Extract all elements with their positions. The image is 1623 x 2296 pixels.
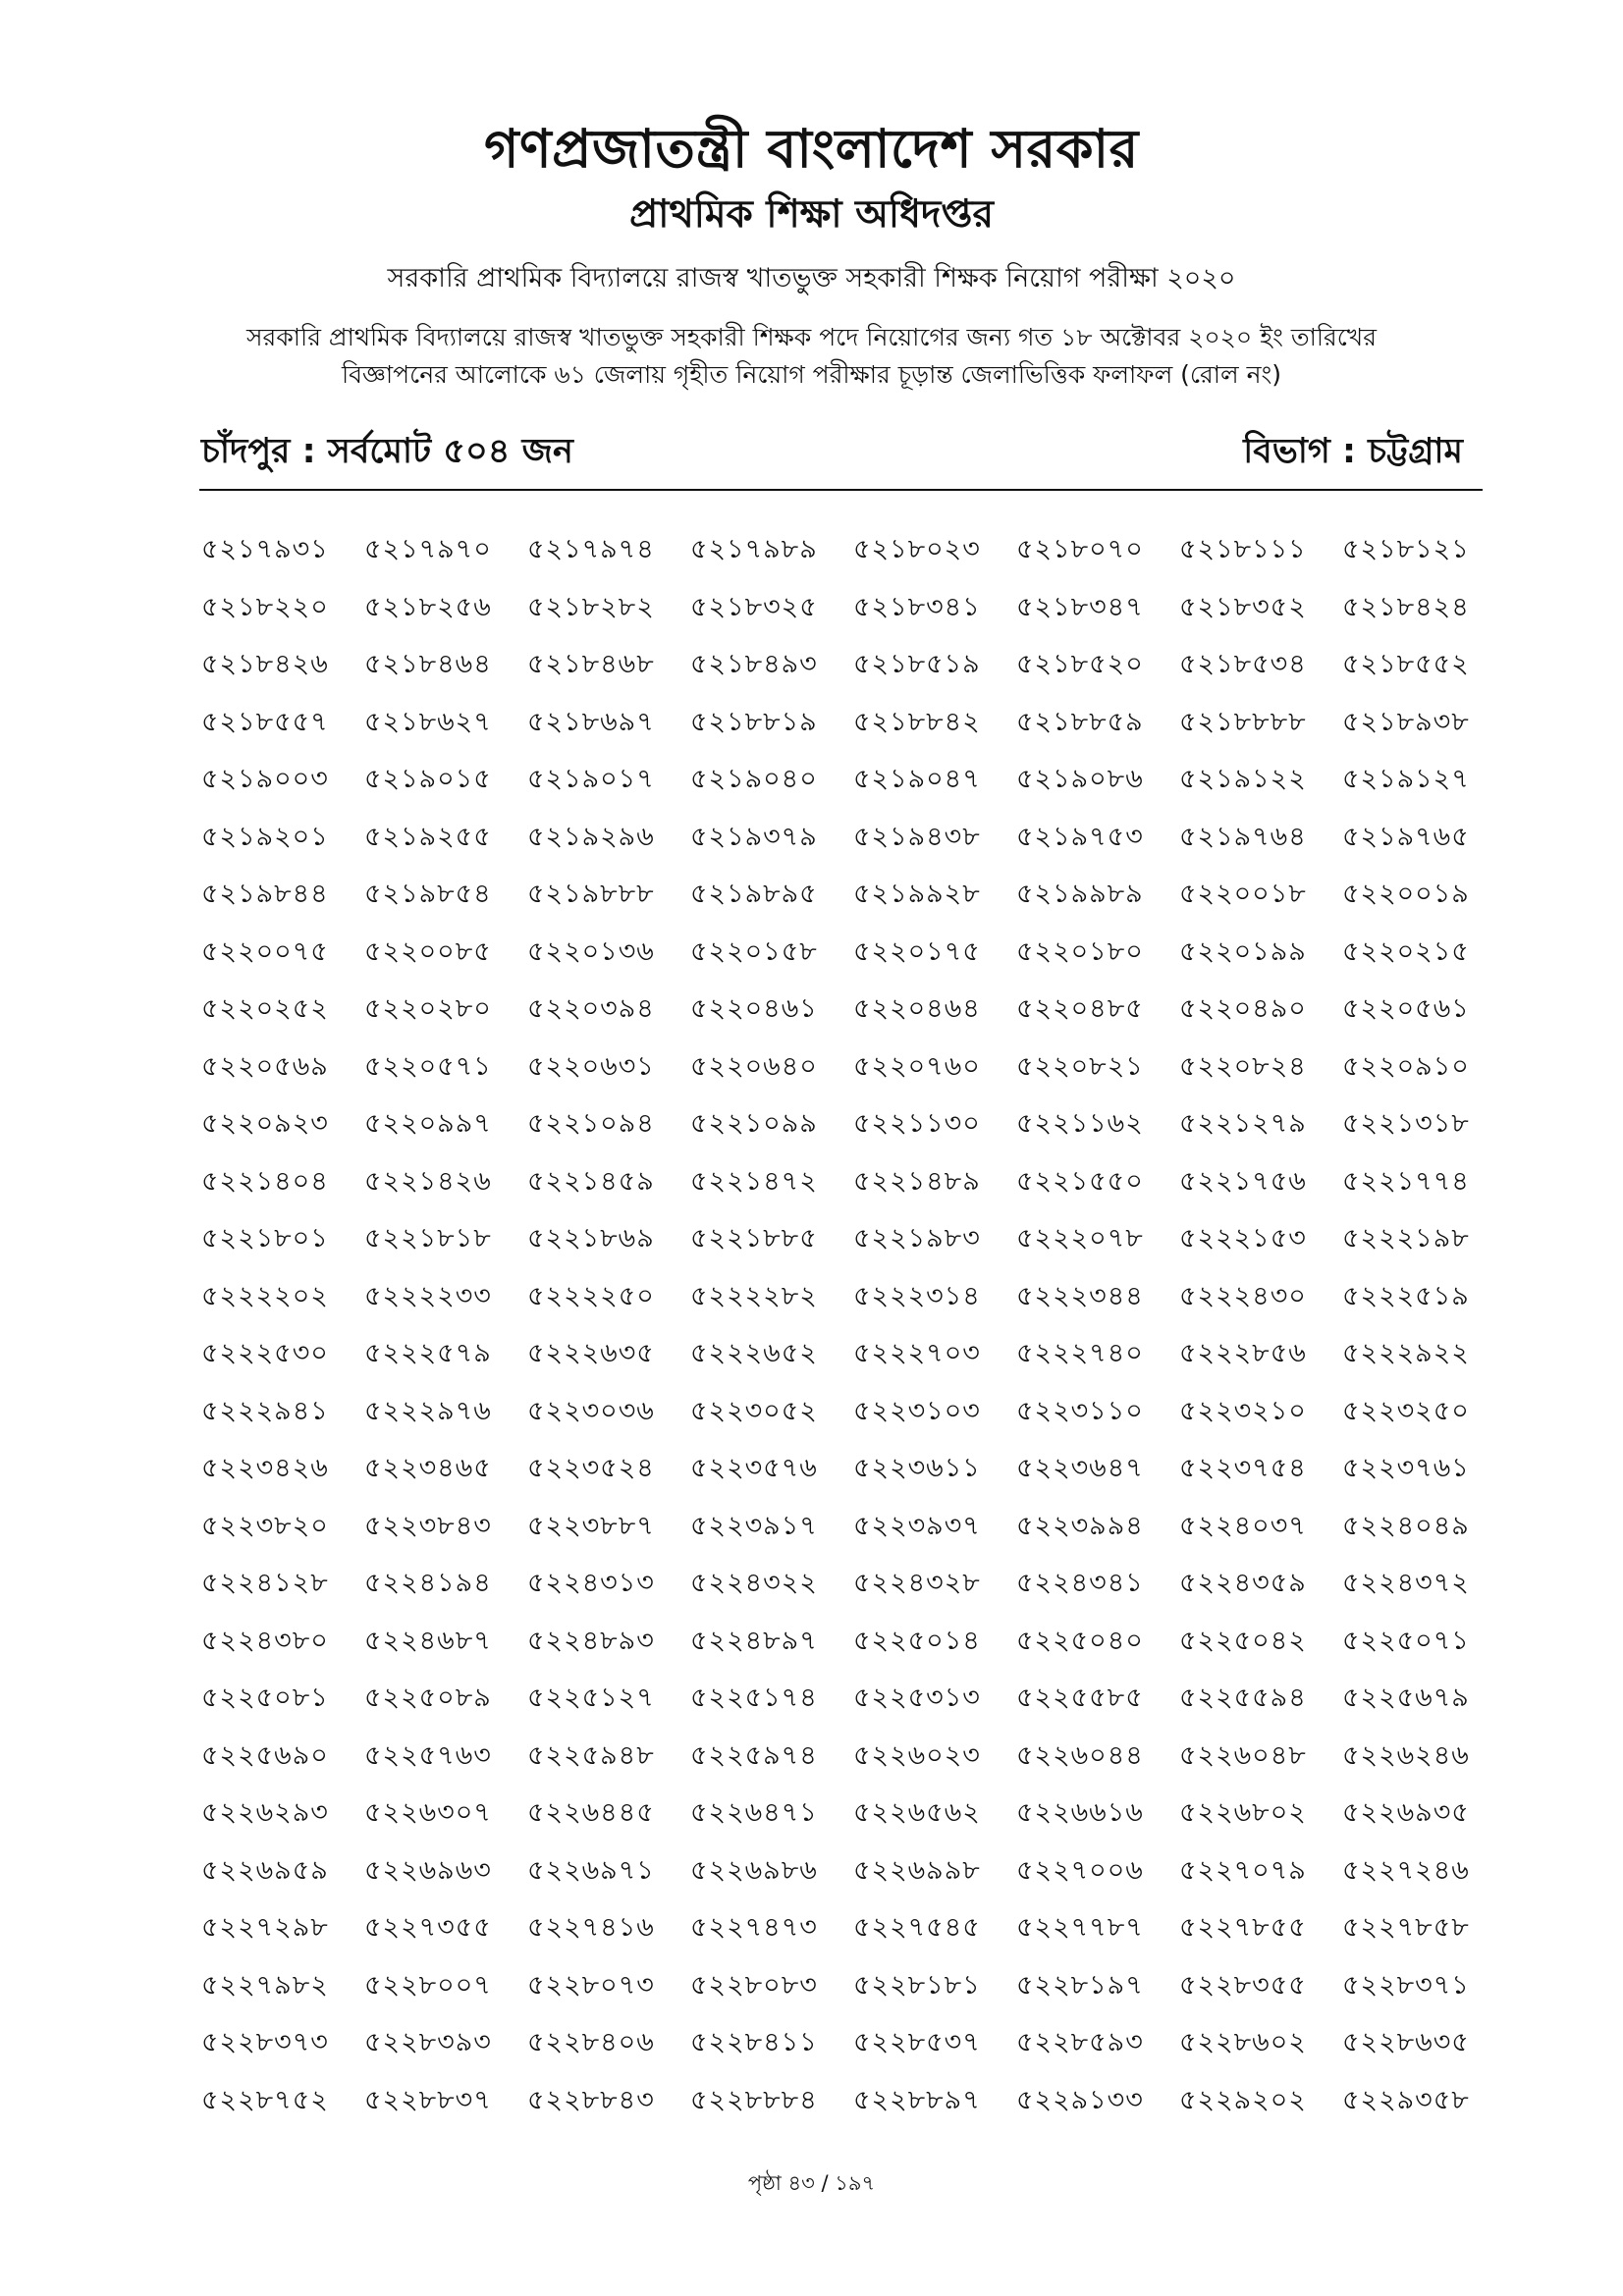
roll-number: ৫২২৫১৭৪	[690, 1682, 818, 1713]
roll-number: ৫২২৫৯৪৮	[527, 1739, 655, 1771]
roll-number: ৫২২০৬৪০	[690, 1050, 818, 1082]
roll-number: ৫২২৪৩৫৯	[1179, 1568, 1307, 1598]
roll-number: ৫২২১৯৮৩	[853, 1223, 981, 1254]
roll-number: ৫২১৯০০৩	[201, 764, 329, 794]
roll-number: ৫২২১৪০৪	[201, 1165, 329, 1197]
roll-number: ৫২২৮১৯৭	[1016, 1969, 1144, 2001]
roll-number: ৫২২৩৯১৭	[690, 1510, 818, 1541]
roll-number: ৫২২৬৯৯৮	[853, 1854, 981, 1886]
roll-number: ৫২২৬০৪৪	[1016, 1739, 1144, 1771]
roll-number: ৫২২২৫৩০	[201, 1338, 329, 1368]
roll-number: ৫২২৮৮৪৩	[527, 2084, 655, 2115]
roll-number: ৫২২১৪২৬	[364, 1165, 492, 1197]
roll-number: ৫২২০১৫৮	[690, 935, 818, 967]
roll-number: ৫২১৭৯৭৪	[527, 534, 655, 564]
roll-number: ৫২২৮৪০৬	[527, 2027, 655, 2057]
roll-number: ৫২২৬০২৩	[853, 1739, 981, 1771]
roll-number: ৫২২৮৫৩৭	[853, 2027, 981, 2057]
roll-number: ৫২২৪৮৯৭	[690, 1625, 818, 1656]
district-total: চাঁদপুর : সর্বমোট ৫০৪ জন	[201, 432, 573, 471]
roll-number: ৫২২৯২০২	[1179, 2084, 1307, 2115]
roll-number: ৫২১৭৯৭০	[364, 534, 492, 564]
roll-number: ৫২১৮৬২৭	[364, 706, 492, 737]
roll-number: ৫২২১৩১৮	[1342, 1108, 1470, 1139]
roll-number: ৫২২১০৯৯	[690, 1108, 818, 1139]
exam-title: সরকারি প্রাথমিক বিদ্যালয়ে রাজস্ব খাতভুক্ত সহকারী শিক্ষক নিয়োগ পরীক্ষা ২০২০	[387, 263, 1236, 294]
roll-number: ৫২২৮৬৩৫	[1342, 2027, 1470, 2057]
roll-number: ৫২১৮৩২৫	[690, 591, 818, 622]
roll-number: ৫২২২২০২	[201, 1280, 329, 1311]
roll-number: ৫২১৮৪২৬	[201, 649, 329, 679]
roll-number: ৫২১৯২০১	[201, 821, 329, 852]
department-name: প্রাথমিক শিক্ষা অধিদপ্তর	[629, 192, 994, 237]
roll-number: ৫২১৮১২১	[1342, 534, 1470, 564]
roll-number: ৫২২০৭৬০	[853, 1050, 981, 1082]
roll-number: ৫২২৫৫৯৪	[1179, 1682, 1307, 1713]
roll-number: ৫২২২২৩৩	[364, 1280, 492, 1311]
roll-number: ৫২২৬৯৩৫	[1342, 1797, 1470, 1828]
roll-number: ৫২২০০৮৫	[364, 935, 492, 967]
roll-number: ৫২১৯৮৯৫	[690, 879, 818, 909]
roll-number: ৫২১৯৪৩৮	[853, 821, 981, 852]
roll-number: ৫২২৩৫৭৬	[690, 1453, 818, 1483]
roll-number: ৫২১৮৩৪১	[853, 591, 981, 622]
roll-number: ৫২২০১৩৬	[527, 935, 655, 967]
roll-number: ৫২২৩৯৩৭	[853, 1510, 981, 1541]
roll-number: ৫২২৪১২৮	[201, 1568, 329, 1598]
roll-number: ৫২২৩১০৩	[853, 1395, 981, 1426]
roll-number: ৫২১৮২৮২	[527, 591, 655, 622]
roll-number: ৫২১৯২৫৫	[364, 821, 492, 852]
roll-number: ৫২২৬৯৬৩	[364, 1854, 492, 1886]
roll-number: ৫২২৮৮৩৭	[364, 2084, 492, 2115]
roll-number: ৫২২০৫৭১	[364, 1050, 492, 1082]
roll-number: ৫২২৮৩৭১	[1342, 1969, 1470, 2001]
roll-number: ৫২২১৫৫০	[1016, 1165, 1144, 1197]
roll-number: ৫২২৩১১০	[1016, 1395, 1144, 1426]
roll-number: ৫২২১৮১৮	[364, 1223, 492, 1254]
roll-number: ৫২২২১৫৩	[1179, 1223, 1307, 1254]
roll-number: ৫২২৩৫২৪	[527, 1453, 655, 1483]
roll-number: ৫২২২৫৭৯	[364, 1338, 492, 1368]
roll-number: ৫২২০৮২৪	[1179, 1050, 1307, 1082]
roll-number: ৫২২১১৬২	[1016, 1108, 1144, 1139]
roll-number: ৫২২৪৩৭২	[1342, 1568, 1470, 1598]
roll-number: ৫২১৭৯৩১	[201, 534, 329, 564]
roll-number: ৫২২৭৪১৬	[527, 1912, 655, 1943]
roll-number: ৫২২১৪৮৯	[853, 1165, 981, 1197]
roll-number: ৫২২১৮৬৯	[527, 1223, 655, 1254]
roll-number: ৫২২৫৬৭৯	[1342, 1682, 1470, 1713]
roll-number: ৫২২৭৭৮৭	[1016, 1912, 1144, 1943]
division-label: বিভাগ : চট্টগ্রাম	[1243, 432, 1463, 471]
roll-number: ৫২২৮৩৯৩	[364, 2027, 492, 2057]
roll-number: ৫২২৭৮৫৮	[1342, 1912, 1470, 1943]
roll-number: ৫২২৩৬৪৭	[1016, 1453, 1144, 1483]
roll-number: ৫২২৮০৭৩	[527, 1969, 655, 2001]
roll-number: ৫২২৯১৩৩	[1016, 2084, 1144, 2115]
roll-number: ৫২২০৯১০	[1342, 1050, 1470, 1082]
roll-number: ৫২২৬৯৭১	[527, 1854, 655, 1886]
roll-number: ৫২২৩৯৯৪	[1016, 1510, 1144, 1541]
roll-number: ৫২২০৯৯৭	[364, 1108, 492, 1139]
roll-number: ৫২২২২৫০	[527, 1280, 655, 1311]
roll-number: ৫২২০৪৬১	[690, 993, 818, 1024]
roll-number: ৫২১৮৮১৯	[690, 706, 818, 737]
roll-number: ৫২২৫৯৭৪	[690, 1739, 818, 1771]
roll-number: ৫২২৬৮০২	[1179, 1797, 1307, 1828]
roll-number: ৫২২২৪৩০	[1179, 1280, 1307, 1311]
roll-number: ৫২১৯২৯৬	[527, 821, 655, 852]
roll-number: ৫২২৩২১০	[1179, 1395, 1307, 1426]
notice-line-1: সরকারি প্রাথমিক বিদ্যালয়ে রাজস্ব খাতভুক্ত সহকারী শিক্ষক পদে নিয়োগের জন্য গত ১৮ অক্টোবর ২০২০ ইং তারিখের	[246, 323, 1377, 351]
roll-number: ৫২২৮৮৯৭	[853, 2084, 981, 2115]
roll-number: ৫২২২১৯৮	[1342, 1223, 1470, 1254]
roll-number: ৫২১৯১২৭	[1342, 764, 1470, 794]
roll-number: ৫২১৯৮৮৮	[527, 879, 655, 909]
roll-number: ৫২২২৭০৩	[853, 1338, 981, 1368]
roll-number: ৫২২৪১৯৪	[364, 1568, 492, 1598]
roll-number: ৫২২৫০৪০	[1016, 1625, 1144, 1656]
roll-number: ৫২১৮১১১	[1179, 534, 1307, 564]
roll-number: ৫২২৩২৫০	[1342, 1395, 1470, 1426]
roll-number: ৫২২০০১৮	[1179, 879, 1307, 909]
roll-number: ৫২২২৯৪১	[201, 1395, 329, 1426]
roll-number: ৫২১৮৮৮৮	[1179, 706, 1307, 737]
roll-number: ৫২২৮৭৫২	[201, 2084, 329, 2115]
roll-number: ৫২২৮০০৭	[364, 1969, 492, 2001]
roll-number: ৫২২৪৩৪১	[1016, 1568, 1144, 1598]
roll-number: ৫২২০০৭৫	[201, 935, 329, 967]
roll-number: ৫২২০১৭৫	[853, 935, 981, 967]
roll-number: ৫২২৩৮৪৩	[364, 1510, 492, 1541]
roll-number: ৫২১৯০১৫	[364, 764, 492, 794]
roll-number: ৫২২৭৯৮২	[201, 1969, 329, 2001]
roll-number: ৫২১৮৮৫৯	[1016, 706, 1144, 737]
roll-number: ৫২২৫৩১৩	[853, 1682, 981, 1713]
roll-number: ৫২২০২১৫	[1342, 935, 1470, 967]
roll-number: ৫২১৯৮৪৪	[201, 879, 329, 909]
roll-number: ৫২২২৬৫২	[690, 1338, 818, 1368]
roll-number: ৫২২৬২৪৬	[1342, 1739, 1470, 1771]
roll-number: ৫২২১০৯৪	[527, 1108, 655, 1139]
roll-number: ৫২২২৮৫৬	[1179, 1338, 1307, 1368]
roll-number: ৫২২০১৮০	[1016, 935, 1144, 967]
roll-number: ৫২২৫০৮৯	[364, 1682, 492, 1713]
roll-number: ৫২১৮৪৬৪	[364, 649, 492, 679]
roll-number: ৫২২৭২৯৮	[201, 1912, 329, 1943]
roll-number: ৫২২০৪৮৫	[1016, 993, 1144, 1024]
roll-number: ৫২২০৮২১	[1016, 1050, 1144, 1082]
roll-number: ৫২১৮৪২৪	[1342, 591, 1470, 622]
roll-number: ৫২১৮৫২০	[1016, 649, 1144, 679]
roll-number: ৫২২১৭৭৪	[1342, 1165, 1470, 1197]
roll-number: ৫২২৯৩৫৮	[1342, 2084, 1470, 2115]
roll-number: ৫২২৪৮৯৩	[527, 1625, 655, 1656]
roll-number: ৫২২৬৫৬২	[853, 1797, 981, 1828]
roll-number: ৫২২৬৯৮৬	[690, 1854, 818, 1886]
roll-number: ৫২১৮৪৯৩	[690, 649, 818, 679]
roll-number: ৫২২৭০০৬	[1016, 1854, 1144, 1886]
roll-number: ৫২২৬৪৪৫	[527, 1797, 655, 1828]
notice-text	[196, 319, 1427, 394]
roll-number: ৫২২৭৩৫৫	[364, 1912, 492, 1943]
roll-number: ৫২১৯৯৮৯	[1016, 879, 1144, 909]
roll-number: ৫২২০৪৯০	[1179, 993, 1307, 1024]
roll-number: ৫২২১৭৫৬	[1179, 1165, 1307, 1197]
roll-number: ৫২১৮৫৩৪	[1179, 649, 1307, 679]
roll-number: ৫২১৮৪৬৮	[527, 649, 655, 679]
roll-number: ৫২২৬৯৫৯	[201, 1854, 329, 1886]
roll-number: ৫২২৭২৪৬	[1342, 1854, 1470, 1886]
page-title: গণপ্রজাতন্ত্রী বাংলাদেশ সরকার	[484, 118, 1139, 180]
roll-number: ৫২১৯০১৭	[527, 764, 655, 794]
roll-number: ৫২১৯০৪৭	[853, 764, 981, 794]
roll-number: ৫২২৫৫৮৫	[1016, 1682, 1144, 1713]
roll-number: ৫২২৪৩৮০	[201, 1625, 329, 1656]
roll-number: ৫২১৮৯৩৮	[1342, 706, 1470, 737]
roll-number: ৫২২১১৩০	[853, 1108, 981, 1139]
roll-number: ৫২২১৪৫৯	[527, 1165, 655, 1197]
roll-number: ৫২২৪৩২৮	[853, 1568, 981, 1598]
roll-number: ৫২২৫০৮১	[201, 1682, 329, 1713]
roll-number: ৫২২১৮০১	[201, 1223, 329, 1254]
roll-number: ৫২২১৮৮৫	[690, 1223, 818, 1254]
roll-number: ৫২২১২৭৯	[1179, 1108, 1307, 1139]
roll-number: ৫২২৫৬৯০	[201, 1739, 329, 1771]
roll-number: ৫২২২৯৭৬	[364, 1395, 492, 1426]
roll-number: ৫২১৯৯২৮	[853, 879, 981, 909]
roll-number: ৫২২৭৮৫৫	[1179, 1912, 1307, 1943]
roll-number: ৫২২৪০৪৯	[1342, 1510, 1470, 1541]
roll-number: ৫২১৯৩৭৯	[690, 821, 818, 852]
roll-number: ৫২২২২৮২	[690, 1280, 818, 1311]
roll-number: ৫২২৬০৪৮	[1179, 1739, 1307, 1771]
roll-number: ৫২২০৫৬১	[1342, 993, 1470, 1024]
roll-number: ৫২১৯০৮৬	[1016, 764, 1144, 794]
roll-number: ৫২২৪৬৮৭	[364, 1625, 492, 1656]
roll-number: ৫২২২৬৩৫	[527, 1338, 655, 1368]
roll-number: ৫২২০১৯৯	[1179, 935, 1307, 967]
roll-number: ৫২২২৩৪৪	[1016, 1280, 1144, 1311]
roll-number: ৫২১৮০২৩	[853, 534, 981, 564]
roll-number: ৫২২২৯২২	[1342, 1338, 1470, 1368]
roll-number: ৫২১৯৭৬৫	[1342, 821, 1470, 852]
roll-number: ৫২২৫৭৬৩	[364, 1739, 492, 1771]
roll-number-list	[201, 530, 1502, 2138]
roll-number: ৫২২৫১২৭	[527, 1682, 655, 1713]
roll-number: ৫২২০০১৯	[1342, 879, 1470, 909]
roll-number: ৫২২৮৮৮৪	[690, 2084, 818, 2115]
roll-number: ৫২১৯১২২	[1179, 764, 1307, 794]
roll-number: ৫২২২৩১৪	[853, 1280, 981, 1311]
roll-number: ৫২১৮৩৪৭	[1016, 591, 1144, 622]
roll-number: ৫২২০২৫২	[201, 993, 329, 1024]
roll-number: ৫২২৩৭৬১	[1342, 1453, 1470, 1483]
roll-number: ৫২২৩৬১১	[853, 1453, 981, 1483]
roll-number: ৫২২৮০৮৩	[690, 1969, 818, 2001]
roll-number: ৫২২৩০৩৬	[527, 1395, 655, 1426]
roll-number: ৫২১৮৫৫২	[1342, 649, 1470, 679]
roll-number: ৫২১৮৬৯৭	[527, 706, 655, 737]
roll-number: ৫২২১৪৭২	[690, 1165, 818, 1197]
roll-number: ৫২২৩০৫২	[690, 1395, 818, 1426]
roll-number: ৫২১৮৮৪২	[853, 706, 981, 737]
roll-number: ৫২২৭০৭৯	[1179, 1854, 1307, 1886]
roll-number: ৫২২৫০৭১	[1342, 1625, 1470, 1656]
roll-number: ৫২২৩৪৬৫	[364, 1453, 492, 1483]
roll-number: ৫২২০৯২৩	[201, 1108, 329, 1139]
roll-number: ৫২২০৩৯৪	[527, 993, 655, 1024]
roll-number: ৫২১৯০৪০	[690, 764, 818, 794]
roll-number: ৫২২০৬৩১	[527, 1050, 655, 1082]
roll-number: ৫২১৯৮৫৪	[364, 879, 492, 909]
roll-number: ৫২২৬৪৭১	[690, 1797, 818, 1828]
roll-number: ৫২১৮২৫৬	[364, 591, 492, 622]
roll-number: ৫২১৭৯৮৯	[690, 534, 818, 564]
roll-number: ৫২২২৫১৯	[1342, 1280, 1470, 1311]
roll-number: ৫২২৪০৩৭	[1179, 1510, 1307, 1541]
roll-number: ৫২২৬৩০৭	[364, 1797, 492, 1828]
roll-number: ৫২২৮৫৯৩	[1016, 2027, 1144, 2057]
roll-number: ৫২১৯৭৬৪	[1179, 821, 1307, 852]
roll-number: ৫২২৬২৯৩	[201, 1797, 329, 1828]
roll-number: ৫২১৯৭৫৩	[1016, 821, 1144, 852]
page-number: পৃষ্ঠা ৪৩ / ১৯৭	[747, 2171, 876, 2195]
roll-number: ৫২২৫০১৪	[853, 1625, 981, 1656]
roll-number: ৫২১৮৫৫৭	[201, 706, 329, 737]
roll-number: ৫২২৪৩২২	[690, 1568, 818, 1598]
roll-number: ৫২২২০৭৮	[1016, 1223, 1144, 1254]
roll-number: ৫২১৮০৭০	[1016, 534, 1144, 564]
roll-number: ৫২২৭৫৪৫	[853, 1912, 981, 1943]
roll-number: ৫২২৮৬০২	[1179, 2027, 1307, 2057]
roll-number: ৫২১৮২২০	[201, 591, 329, 622]
roll-number: ৫২২০৪৬৪	[853, 993, 981, 1024]
notice-line-2: বিজ্ঞাপনের আলোকে ৬১ জেলায় গৃহীত নিয়োগ পরীক্ষার চূড়ান্ত জেলাভিত্তিক ফলাফল (রোল নং)	[341, 360, 1282, 389]
roll-number: ৫২২৩৭৫৪	[1179, 1453, 1307, 1483]
roll-number: ৫২২০৫৬৯	[201, 1050, 329, 1082]
roll-number: ৫২২২৭৪০	[1016, 1338, 1144, 1368]
roll-number: ৫২২৪৩১৩	[527, 1568, 655, 1598]
header-divider	[199, 489, 1483, 491]
roll-number: ৫২১৮৩৫২	[1179, 591, 1307, 622]
roll-number: ৫২২৬৬১৬	[1016, 1797, 1144, 1828]
roll-number: ৫২১৮৫১৯	[853, 649, 981, 679]
roll-number: ৫২২৩৮২০	[201, 1510, 329, 1541]
roll-number: ৫২২৮৪১১	[690, 2027, 818, 2057]
roll-number: ৫২২৮১৮১	[853, 1969, 981, 2001]
roll-number: ৫২২০২৮০	[364, 993, 492, 1024]
roll-number: ৫২২৩৪২৬	[201, 1453, 329, 1483]
roll-number: ৫২২৭৪৭৩	[690, 1912, 818, 1943]
roll-number: ৫২২৮৩৭৩	[201, 2027, 329, 2057]
roll-number: ৫২২৮৩৫৫	[1179, 1969, 1307, 2001]
roll-number: ৫২২৫০৪২	[1179, 1625, 1307, 1656]
roll-number: ৫২২৩৮৮৭	[527, 1510, 655, 1541]
